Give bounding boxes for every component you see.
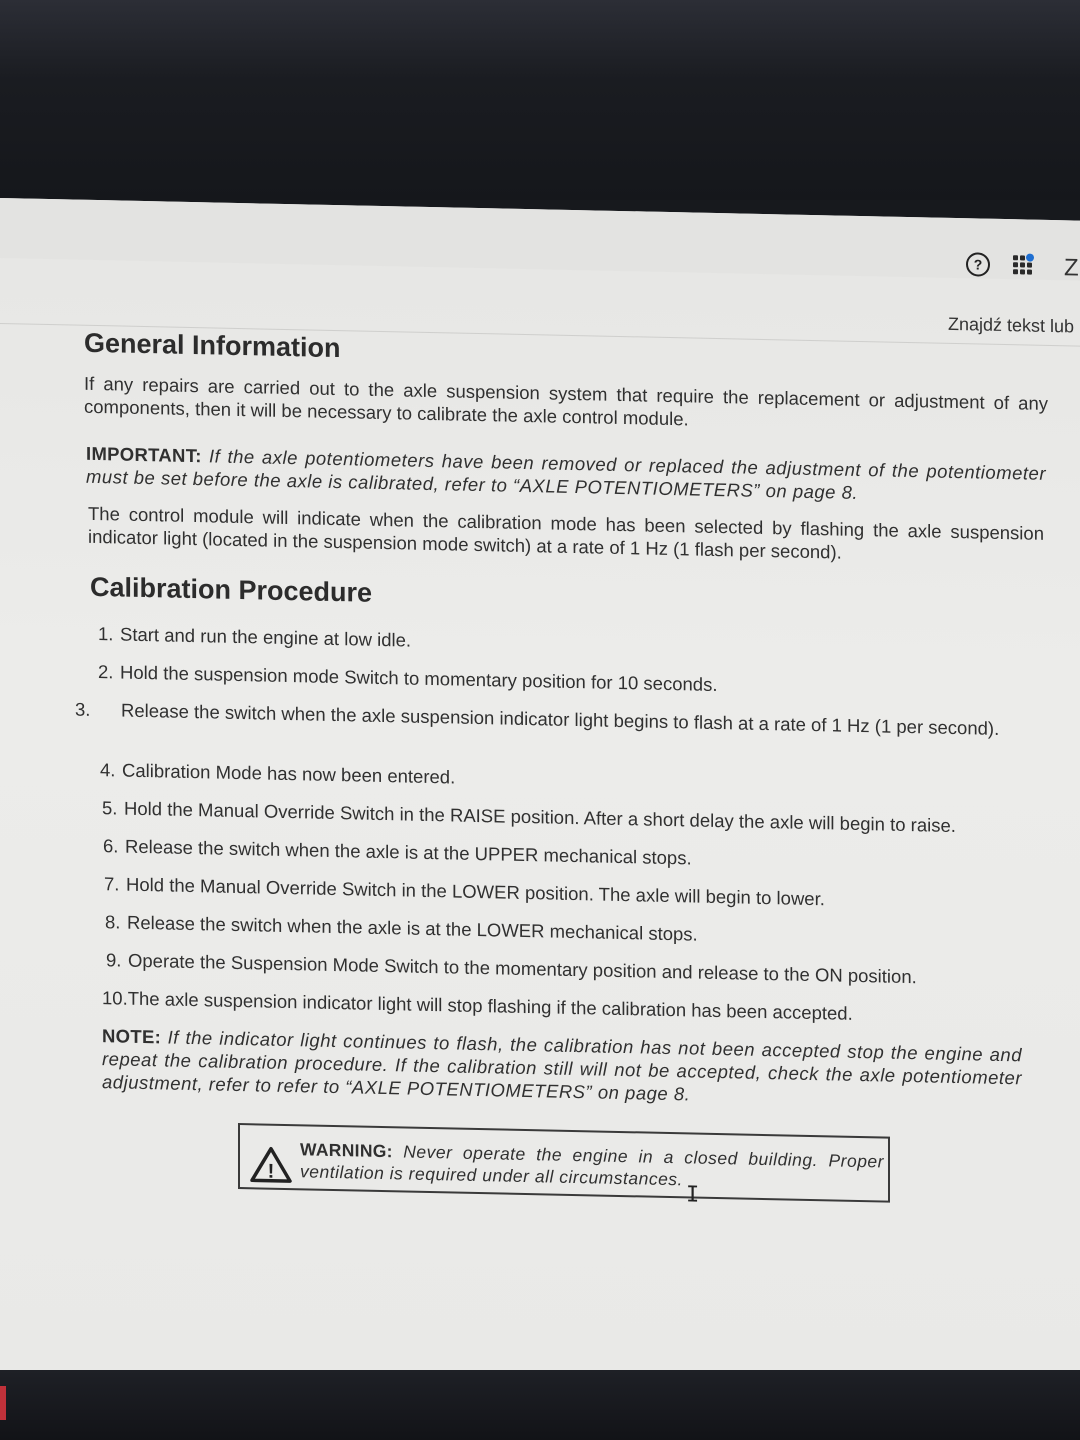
step-number: 2.: [98, 661, 114, 683]
step-text: Hold the Manual Override Switch in the RAISE position. After a short delay the axle will begin to raise.: [124, 797, 956, 837]
step-number: 1.: [98, 623, 114, 645]
step-number: 7.: [104, 873, 120, 895]
step-8: [105, 910, 1025, 952]
step-text: Start and run the engine at low idle.: [120, 623, 412, 651]
step-number: 4.: [100, 759, 116, 781]
step-number: 5.: [102, 797, 118, 819]
step-text: Hold the suspension mode Switch to momentary position for 10 seconds.: [120, 661, 718, 696]
step-text: The axle suspension indicator light will stop flashing if the calibration has been accepted.: [127, 987, 853, 1024]
step-number: 10.: [102, 987, 128, 1009]
important-text: If the axle potentiometers have been removed or replaced the adjustment of the potentiometer must be set before the axle is calibrated, refer to “AXLE POTENTIOMETERS” on page 8.: [86, 445, 1047, 503]
monitor-top-bezel: [0, 0, 1080, 200]
step-10: [102, 986, 1032, 1028]
step-text: Calibration Mode has now been entered.: [122, 759, 456, 788]
warning-box: [238, 1123, 890, 1203]
warning-glyph: !: [267, 1160, 275, 1183]
step-text: Hold the Manual Override Switch in the LOWER position. The axle will begin to lower.: [126, 873, 825, 910]
note-text: If the indicator light continues to flash, the calibration has not been accepted stop the engine and repeat the calibration procedure. If the calibration still will not be accepted, check the axle potentiometer adjustment, refer to refer to “AXLE POTENTIOMETERS” on page 8.: [102, 1026, 1023, 1105]
step-6: [103, 834, 1023, 876]
apps-grid-icon[interactable]: [1012, 253, 1036, 278]
step-number: 6.: [103, 835, 119, 857]
step-number: 9.: [106, 949, 122, 971]
step-number: 3.: [75, 698, 91, 720]
step-text: Release the switch when the axle is at the LOWER mechanical stops.: [127, 911, 698, 945]
note-paragraph: [102, 1024, 1022, 1112]
note-label: NOTE:: [102, 1025, 162, 1048]
step-text: Release the switch when the axle is at the UPPER mechanical stops.: [125, 835, 692, 869]
find-text-field[interactable]: Znajdź tekst lub: [948, 313, 1075, 337]
help-circle-icon[interactable]: ?: [966, 252, 990, 277]
general-paragraph: If any repairs are carried out to the axle suspension system that require the replacement or adjustment of any components, then it will be necessary to calibrate the axle control module.: [84, 372, 1048, 430]
step-9: [106, 948, 1036, 990]
warning-label: WARNING:: [300, 1139, 393, 1162]
toolbar-next-button[interactable]: Z: [1064, 254, 1079, 282]
viewer-toolbar: [0, 198, 1080, 281]
step-4: [100, 758, 1020, 800]
warning-text-block: [300, 1138, 884, 1194]
monitor-bottom-bezel: [0, 1370, 1080, 1440]
step-text: Release the switch when the axle suspension indicator light begins to flash at a rate of 1 Hz (1 per second).: [121, 699, 1000, 739]
calibration-procedure-heading: Calibration Procedure: [90, 571, 373, 608]
general-information-heading: General Information: [84, 327, 341, 364]
step-5: [102, 796, 1032, 838]
step-2: [98, 660, 1018, 702]
text-cursor-icon: I: [686, 1182, 700, 1208]
pdf-viewer-window: [0, 198, 1080, 1393]
indicator-paragraph: The control module will indicate when the calibration mode has been selected by flashing the axle suspension indicator light (located in the suspension mode switch) at a rate of 1 Hz (1 flash per second).: [88, 502, 1044, 563]
step-text: Operate the Suspension Mode Switch to the momentary position and release to the ON position.: [128, 949, 917, 988]
step-3: [75, 698, 1059, 741]
taskbar-indicator: [0, 1386, 6, 1420]
warning-triangle-icon: [250, 1145, 292, 1184]
step-1: [98, 622, 1018, 664]
step-7: [104, 872, 1024, 914]
important-paragraph: [86, 442, 1046, 508]
step-number: 8.: [105, 911, 121, 933]
warning-text: Never operate the engine in a closed building. Proper ventilation is required under all circumstances.: [300, 1141, 884, 1190]
important-label: IMPORTANT:: [86, 442, 202, 467]
